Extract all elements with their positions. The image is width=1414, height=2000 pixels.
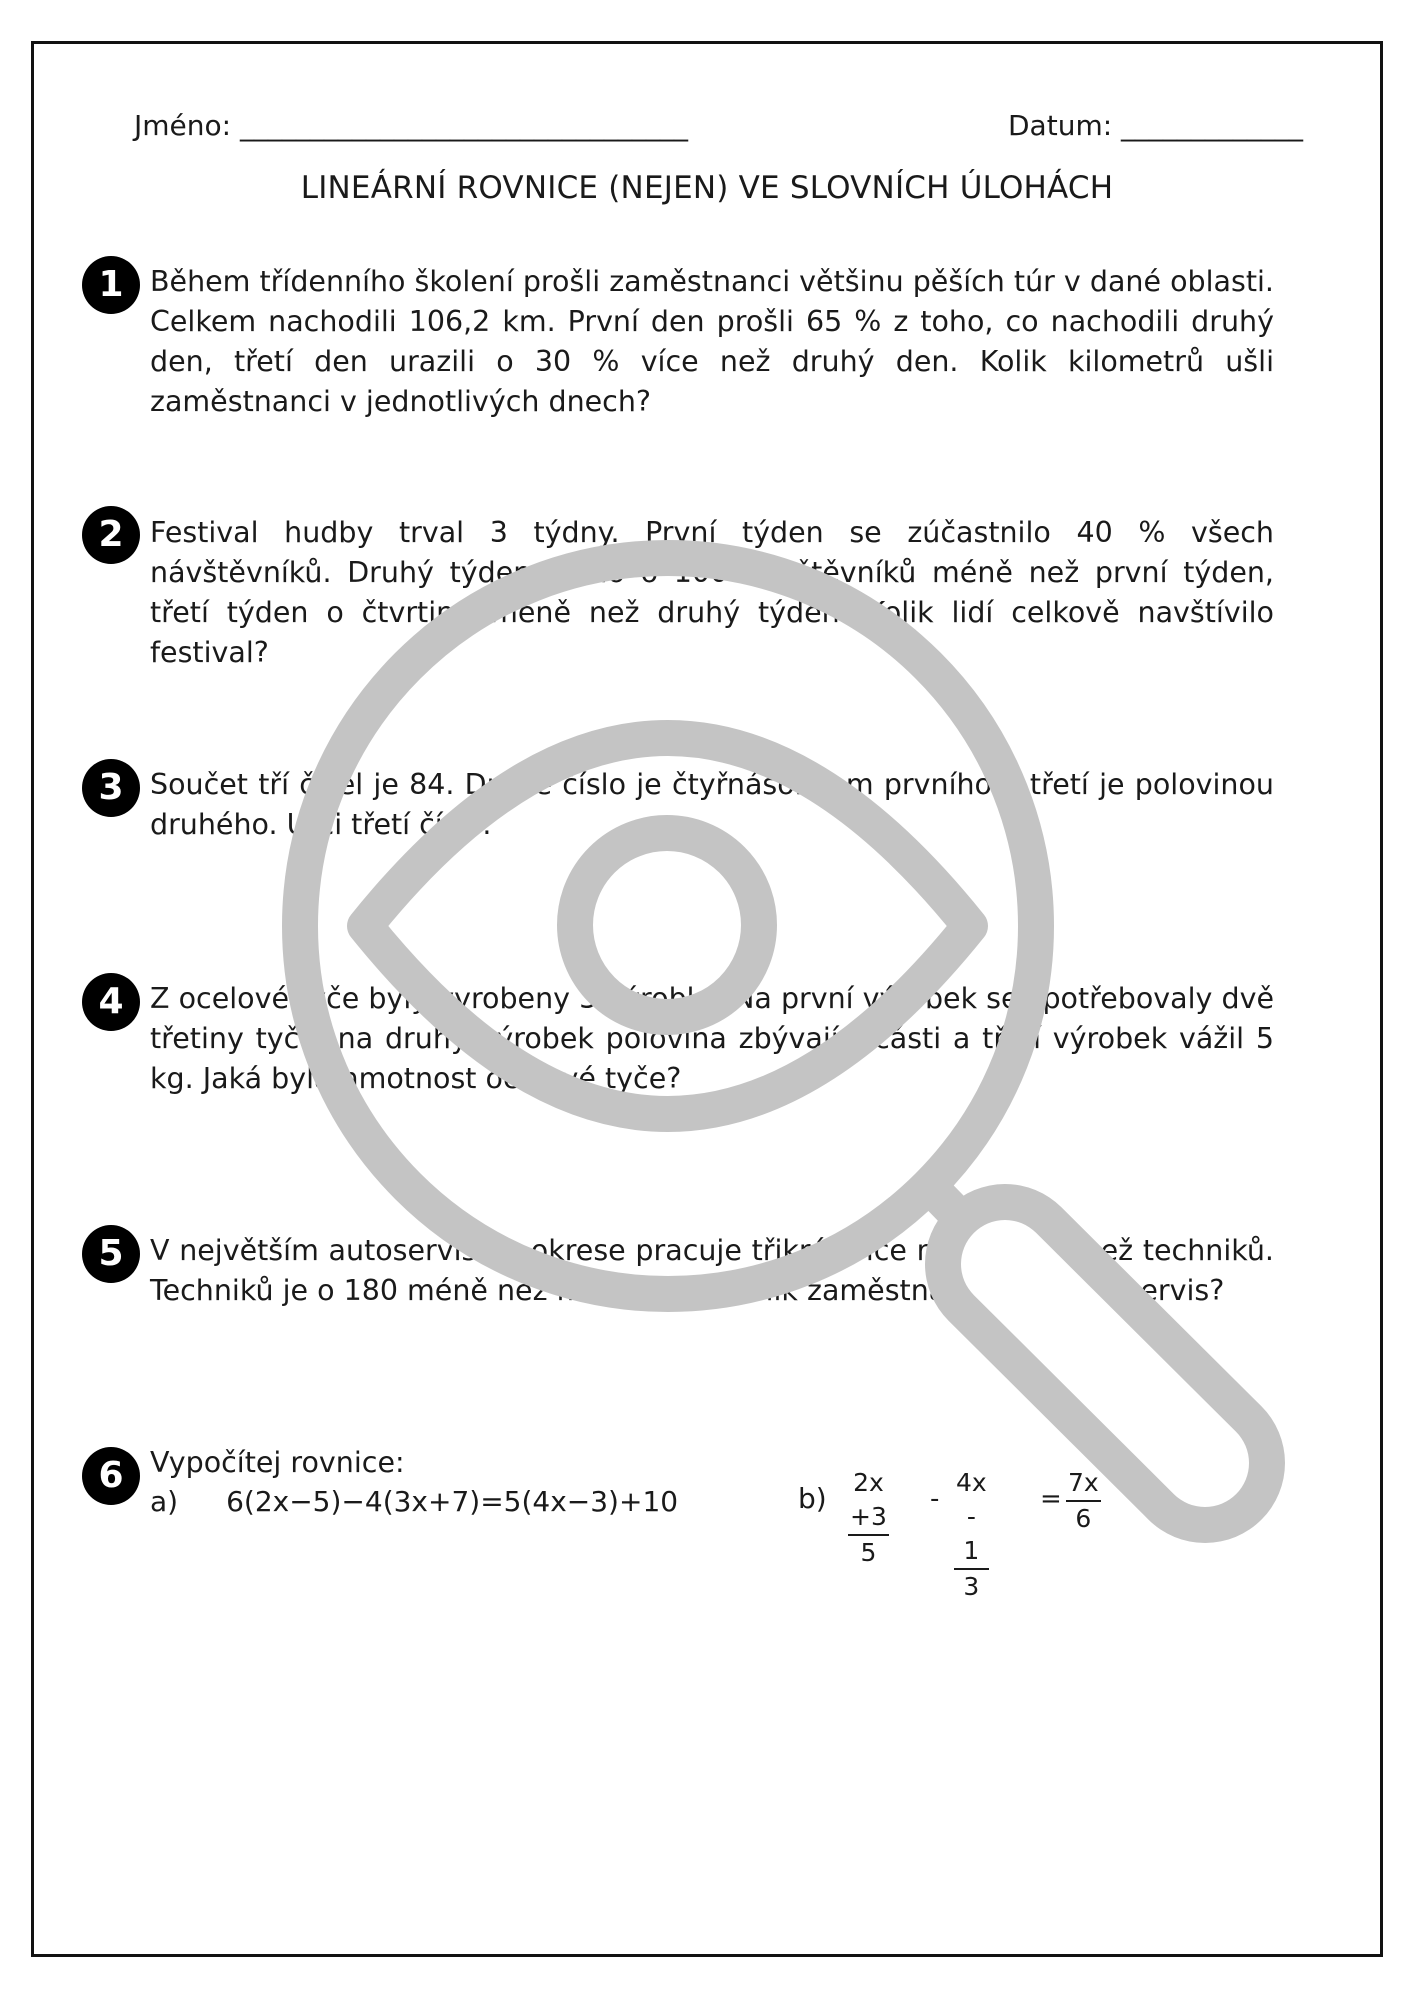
worksheet-title: LINEÁRNÍ ROVNICE (NEJEN) VE SLOVNÍCH ÚLOHÁCH [300,170,1114,206]
fraction-2 [954,1466,989,1604]
fraction-3 [1066,1466,1101,1536]
task-text: V největším autoservisu v okrese pracuje třikrát více mechaniků než techniků. Techniků je o 180 méně než mechaniků. Kolik zaměstnanců má autoservis? [150,1234,1274,1307]
task-text: Z ocelové tyče byly vyrobeny 3 výrobky. Na první výrobek se spotřebovaly dvě třetiny tyče, na druhý výrobek polovina zbývající části a třetí výrobek vážil 5 kg. Jaká byla hmotnost ocelové tyče? [150,982,1274,1095]
date-field-label: Datum: _____________ [1008,109,1304,142]
fraction-2-denominator: 3 [963,1572,980,1601]
fraction-1-denominator: 5 [860,1538,877,1567]
task-number-badge: 2 [82,506,140,564]
fraction-3-numerator: 7x [1068,1468,1099,1497]
equation-a-label: a) [150,1485,179,1518]
fraction-3-denominator: 6 [1075,1504,1092,1533]
fraction-1 [848,1466,889,1570]
equation-b-label: b) [798,1482,827,1515]
name-field-label: Jméno: ________________________________ [134,109,688,142]
task-number-badge: 5 [82,1225,140,1283]
task-number-badge: 1 [82,256,140,314]
fraction-1-numerator: 2x +3 [850,1468,887,1531]
fraction-2-numerator: 4x - 1 [956,1468,987,1565]
task-number-badge: 3 [82,759,140,817]
equation-a-expression: 6(2x−5)−4(3x+7)=5(4x−3)+10 [226,1485,679,1518]
task-number-badge: 4 [82,973,140,1031]
task-number-badge: 6 [82,1447,140,1505]
equals-sign: = [1040,1484,1062,1514]
task-text: Součet tří čísel je 84. Druhé číslo je čtyřnásobkem prvního a třetí je polovinou druhého. Urči třetí číslo. [150,768,1274,841]
minus-sign: - [930,1484,940,1514]
equations-heading: Vypočítej rovnice: [150,1446,405,1479]
task-text: Během třídenního školení prošli zaměstnanci většinu pěších túr v dané oblasti. Celkem nachodili 106,2 km. První den prošli 65 % z toho, co nachodili druhý den, třetí den urazili o 30 % více než druhý den. Kolik kilometrů ušli zaměstnanci v jednotlivých dnech? [150,265,1274,418]
task-text: Festival hudby trval 3 týdny. První týden se zúčastnilo 40 % všech návštěvníků. Druhý týden přišlo o 100 návštěvníků méně než první týden, třetí týden o čtvrtinu méně než druhý týden. Kolik lidí celkově navštívilo festival? [150,516,1274,669]
equation-a [150,1482,678,1522]
